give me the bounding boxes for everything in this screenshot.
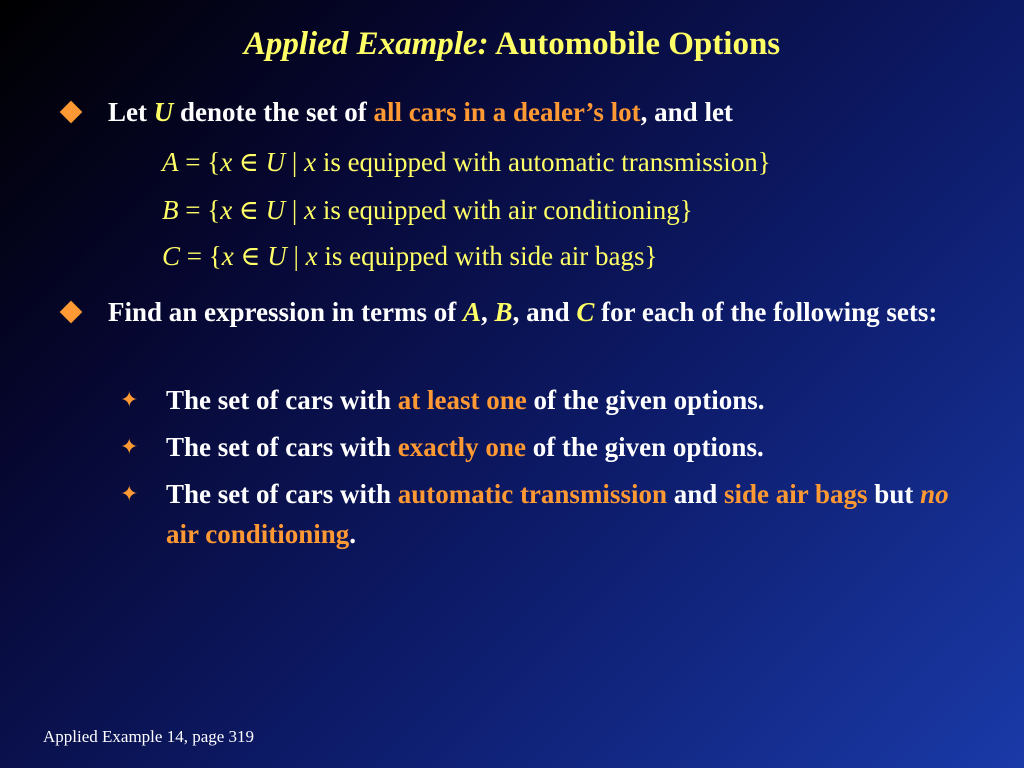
var-x: x bbox=[305, 241, 318, 271]
text: The set of cars with bbox=[166, 479, 398, 509]
var-x: x bbox=[220, 147, 233, 177]
set-name: B bbox=[162, 195, 179, 225]
set-description: is equipped with air conditioning} bbox=[316, 195, 693, 225]
element-of-symbol: ∈ bbox=[232, 147, 266, 177]
star-bullet-icon: ✦ bbox=[120, 387, 139, 412]
set-definition-a bbox=[162, 142, 771, 182]
sub-bullet-at-least-one bbox=[166, 380, 966, 420]
text: , and let bbox=[640, 97, 733, 127]
set-description: is equipped with side air bags} bbox=[317, 241, 658, 271]
set-name: C bbox=[162, 241, 181, 271]
var-u: U bbox=[153, 97, 174, 127]
text: for each of the following sets: bbox=[594, 297, 938, 327]
var-u: U bbox=[265, 147, 286, 177]
text: Find an expression in terms of bbox=[108, 297, 464, 327]
var-c: C bbox=[576, 297, 595, 327]
var-x: x bbox=[220, 195, 233, 225]
var-x: x bbox=[221, 241, 234, 271]
text: The set of cars with bbox=[166, 432, 398, 462]
sub-bullet-auto-and-airbags bbox=[166, 474, 956, 554]
text: but bbox=[867, 479, 921, 509]
var-x: x bbox=[304, 195, 317, 225]
highlight: exactly one bbox=[397, 432, 526, 462]
text: of the given options. bbox=[525, 432, 764, 462]
text: , bbox=[481, 297, 495, 327]
var-a: A bbox=[463, 297, 482, 327]
element-of-symbol: ∈ bbox=[232, 195, 266, 225]
highlight: at least one bbox=[397, 385, 527, 415]
text: . bbox=[349, 519, 357, 549]
highlight: air conditioning bbox=[166, 519, 350, 549]
var-b: B bbox=[494, 297, 513, 327]
text: = { bbox=[178, 147, 221, 177]
bullet-find-expression bbox=[108, 292, 948, 332]
highlight: all cars in a dealer’s lot bbox=[373, 97, 641, 127]
highlight: automatic transmission bbox=[397, 479, 667, 509]
text: | bbox=[285, 195, 305, 225]
sub-bullet-exactly-one bbox=[166, 427, 966, 467]
title-lead: Applied Example: bbox=[243, 26, 489, 62]
diamond-bullet-icon bbox=[60, 301, 83, 324]
text: Let bbox=[108, 97, 154, 127]
title-rest: Automobile Options bbox=[495, 26, 781, 62]
star-bullet-icon: ✦ bbox=[120, 434, 139, 459]
set-description: is equipped with automatic transmission} bbox=[316, 147, 771, 177]
footer-reference: Applied Example 14, page 319 bbox=[43, 727, 255, 746]
text: , and bbox=[512, 297, 577, 327]
var-u: U bbox=[265, 195, 286, 225]
var-x: x bbox=[304, 147, 317, 177]
highlight-no: no bbox=[920, 479, 949, 509]
var-u: U bbox=[267, 241, 287, 271]
slide-title bbox=[0, 26, 1024, 63]
text: = { bbox=[180, 241, 222, 271]
text: | bbox=[285, 147, 305, 177]
text: = { bbox=[178, 195, 221, 225]
text: The set of cars with bbox=[166, 385, 398, 415]
star-bullet-icon: ✦ bbox=[120, 481, 139, 506]
set-definition-c bbox=[162, 236, 657, 276]
element-of-symbol: ∈ bbox=[233, 241, 268, 271]
diamond-bullet-icon bbox=[60, 101, 83, 124]
text: of the given options. bbox=[526, 385, 765, 415]
bullet-let-u bbox=[108, 92, 733, 132]
text: denote the set of bbox=[173, 97, 374, 127]
set-name: A bbox=[162, 147, 179, 177]
text: and bbox=[666, 479, 725, 509]
highlight: side air bags bbox=[724, 479, 868, 509]
text: | bbox=[286, 241, 306, 271]
set-definition-b bbox=[162, 190, 693, 230]
